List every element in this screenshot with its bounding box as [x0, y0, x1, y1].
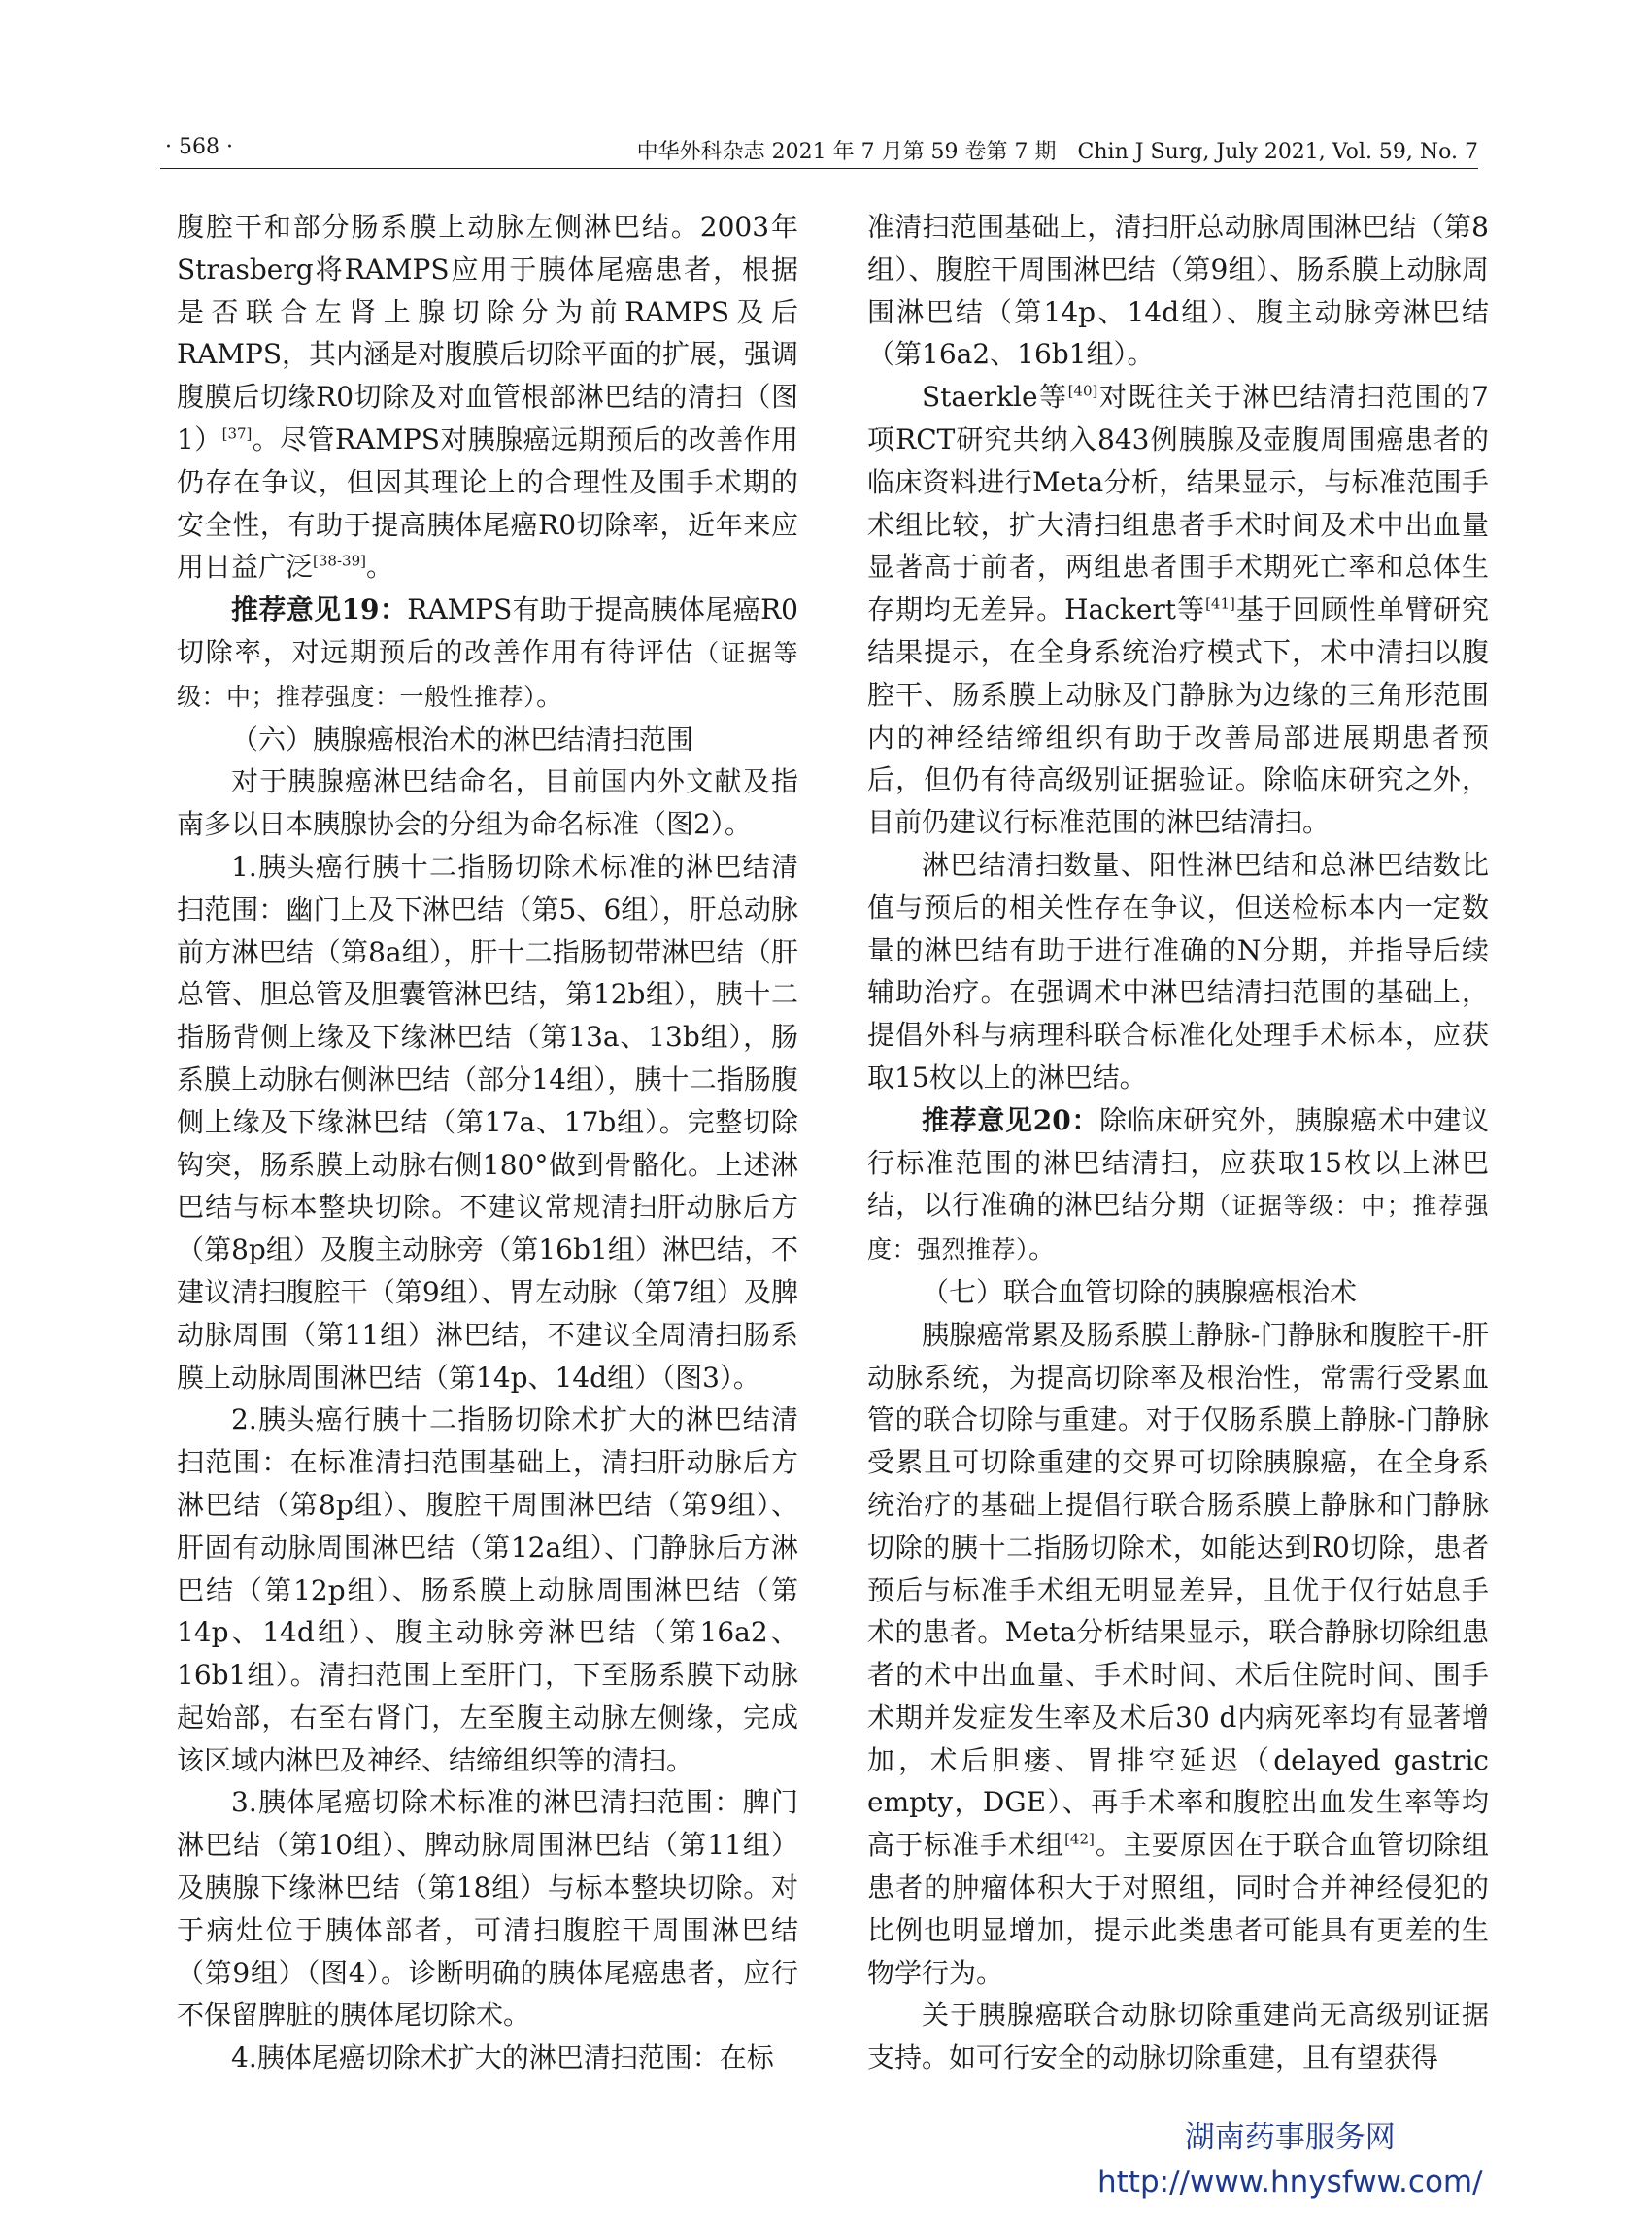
evidence-note: （证据等级：中；推荐强度：强烈推荐）	[867, 1192, 1489, 1264]
paragraph-item-4-cont: 准清扫范围基础上，清扫肝总动脉周围淋巴结（第8组）、腹腔干周围淋巴结（第9组）、肠系膜上动脉周围淋巴结（第14p、14d组）、腹主动脉旁淋巴结（第16a2、16b1组）。	[867, 211, 1489, 371]
section-heading-6: （六）胰腺癌根治术的淋巴结清扫范围	[231, 723, 694, 756]
paragraph-item-1: 1.胰头癌行胰十二指肠切除术标准的淋巴结清扫范围：幽门上及下淋巴结（第5、6组），肝总动脉前方淋巴结（第8a组），肝十二指肠韧带淋巴结（肝总管、胆总管及胆囊管淋巴结，第12b组），胰十二指肠背侧上缘及下缘淋巴结（第13a、13b组），肠系膜上动脉右侧淋巴结（部分14组），胰十二指肠腹侧上缘及下缘淋巴结（第17a、17b组）。完整切除钩突，肠系膜上动脉右侧180°做到骨骼化。上述淋巴结与标本整块切除。不建议常规清扫肝动脉后方（第8p组）及腹主动脉旁（第16b1组）淋巴结，不建议清扫腹腔干（第9组）、胃左动脉（第7组）及脾动脉周围（第11组）淋巴结，不建议全周清扫肠系膜上动脉周围淋巴结（第14p、14d组）（图3）。	[177, 850, 798, 1394]
paragraph-item-2: 2.胰头癌行胰十二指肠切除术扩大的淋巴结清扫范围：在标准清扫范围基础上，清扫肝动脉后方淋巴结（第8p组）、腹腔干周围淋巴结（第9组）、肝固有动脉周围淋巴结（第12a组）、门静脉后方淋巴结（第12p组）、肠系膜上动脉周围淋巴结（第14p、14d组）、腹主动脉旁淋巴结（第16a2、16b1组）。清扫范围上至肝门，下至肠系膜下动脉起始部，右至右肾门，左至腹主动脉左侧缘，完成该区域内淋巴及神经、结缔组织等的清扫。	[177, 1403, 798, 1776]
paragraph-vascular: 胰腺癌常累及肠系膜上静脉-门静脉和腹腔干-肝动脉系统，为提高切除率及根治性，常需行受累血管的联合切除与重建。对于仅肠系膜上静脉-门静脉受累且可切除重建的交界可切除胰腺癌，在全身系统治疗的基础上提倡行联合肠系膜上静脉和门静脉切除的胰十二指肠切除术，如能达到R0切除，患者预后与标准手术组无明显差异，且优于仅行姑息手术的患者。Meta分析结果显示，联合静脉切除组患者的术中出血量、手术时间、术后住院时间、围手术期并发症发生率及术后30 d内病死率均有显著增加，术后胆瘘、胃排空延迟（delayed gastric empty，DGE）、再手术率和腹腔出血发生率等均高于标准手术组[42]。主要原因在于联合血管切除组患者的肿瘤体积大于对照组，同时合并神经侵犯的比例也明显增加，提示此类患者可能具有更差的生物学行为。	[867, 1318, 1489, 1989]
citation-ref: [40]	[1067, 382, 1098, 400]
recommendation-label: 推荐意见19：	[231, 593, 408, 626]
page-number: · 568 ·	[165, 135, 233, 159]
recommendation-label: 推荐意见20：	[922, 1103, 1100, 1136]
paragraph-naming: 对于胰腺癌淋巴结命名，目前国内外文献及指南多以日本胰腺协会的分组为命名标准（图2）。	[177, 765, 798, 841]
paragraph-item-3: 3.胰体尾癌切除术标准的淋巴清扫范围：脾门淋巴结（第10组）、脾动脉周围淋巴结（第11组）及胰腺下缘淋巴结（第18组）与标本整块切除。对于病灶位于胰体部者，可清扫腹腔干周围淋巴结（第9组）（图4）。诊断明确的胰体尾癌患者，应行不保留脾脏的胰体尾切除术。	[177, 1786, 798, 2032]
running-header	[160, 129, 1478, 169]
paragraph-ramps: 腹腔干和部分肠系膜上动脉左侧淋巴结。2003年Strasberg将RAMPS应用于胰体尾癌患者，根据是否联合左肾上腺切除分为前RAMPS及后RAMPS，其内涵是对腹膜后切除平面的扩展，强调腹膜后切缘R0切除及对血管根部淋巴结的清扫（图1）[37]。尽管RAMPS对胰腺癌远期预后的改善作用仍存在争议，但因其理论上的合理性及围手术期的安全性，有助于提高胰体尾癌R0切除率，近年来应用日益广泛[38-39]。	[177, 211, 798, 584]
paragraph-arterial: 关于胰腺癌联合动脉切除重建尚无高级别证据支持。如可行安全的动脉切除重建，且有望获得	[867, 1999, 1489, 2074]
citation-ref: [37]	[221, 424, 253, 443]
evidence-note: （证据等级：中；推荐强度：一般性推荐）	[177, 638, 798, 711]
paragraph-meta-analysis: Staerkle等[40]对既往关于淋巴结清扫范围的7项RCT研究共纳入843例胰腺及壶腹周围癌患者的临床资料进行Meta分析，结果显示，与标准范围手术组比较，扩大清扫组患者手术时间及术中出血量显著高于前者，两组患者围手术期死亡率和总体生存期均无差异。Hackert等[41]基于回顾性单臂研究结果提示，在全身系统治疗模式下，术中清扫以腹腔干、肠系膜上动脉及门静脉为边缘的三角形范围内的神经结缔组织有助于改善局部进展期患者预后，但仍有待高级别证据验证。除临床研究之外，目前仍建议行标准范围的淋巴结清扫。	[867, 381, 1489, 839]
paragraph-item-4: 4.胰体尾癌切除术扩大的淋巴清扫范围：在标	[231, 2041, 774, 2074]
citation-ref: [42]	[1064, 1830, 1095, 1848]
recommendation-19: 推荐意见19：RAMPS有助于提高胰体尾癌R0切除率，对远期预后的改善作用有待评估（证据等级：中；推荐强度：一般性推荐）。	[177, 593, 798, 712]
citation-ref: [41]	[1205, 594, 1235, 613]
paragraph-lymph-count: 淋巴结清扫数量、阳性淋巴结和总淋巴结数比值与预后的相关性存在争议，但送检标本内一定数量的淋巴结有助于进行准确的N分期，并指导后续辅助治疗。在强调术中淋巴结清扫范围的基础上，提倡外科与病理科联合标准化处理手术标本，应获取15枚以上的淋巴结。	[867, 848, 1489, 1094]
recommendation-20: 推荐意见20：除临床研究外，胰腺癌术中建议行标准范围的淋巴结清扫，应获取15枚以上淋巴结，以行准确的淋巴结分期（证据等级：中；推荐强度：强烈推荐）。	[867, 1103, 1489, 1265]
watermark-url: http://www.hnysfww.com/	[1097, 2165, 1483, 2200]
right-column	[867, 206, 1489, 2079]
journal-citation: 中华外科杂志 2021 年 7 月第 59 卷第 7 期 Chin J Surg, July 2021, Vol. 59, No. 7	[636, 140, 1478, 164]
watermark-title: 湖南药事服务网	[1184, 2120, 1396, 2155]
left-column	[177, 206, 798, 2079]
citation-ref: [38-39]	[313, 553, 366, 571]
watermark	[1097, 2115, 1483, 2205]
section-heading-7: （七）联合血管切除的胰腺癌根治术	[922, 1275, 1358, 1308]
